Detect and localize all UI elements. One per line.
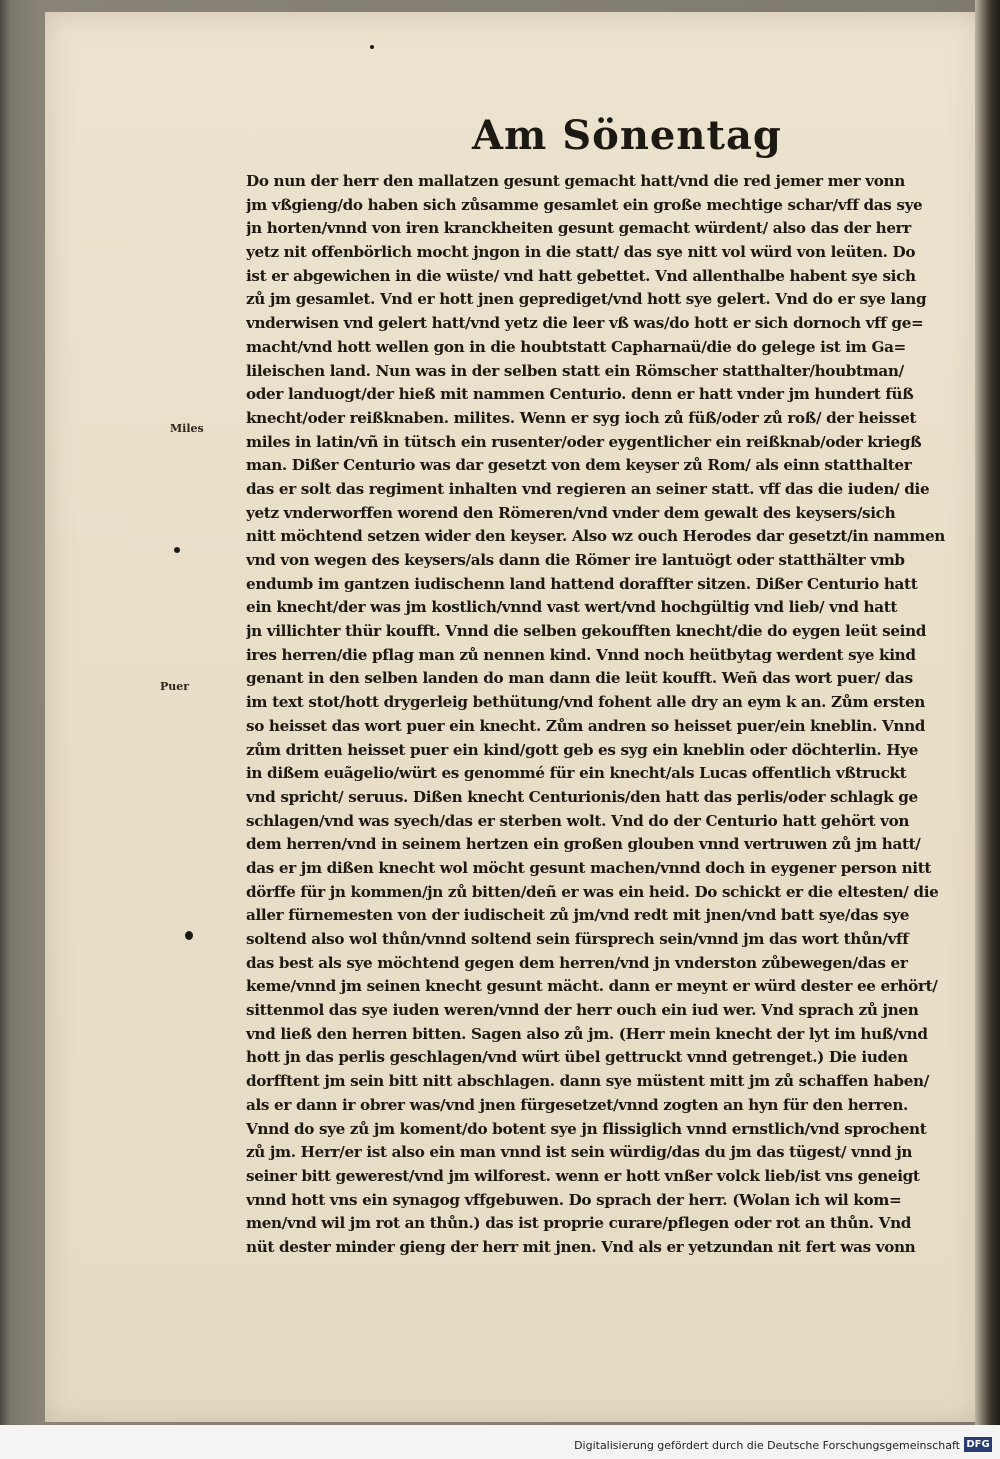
text-line: in dißem euãgelio/würt es genommé für ein knecht/als Lucas offentlich vßtruckt: [246, 764, 907, 783]
text-line: yetz nit offenbörlich mocht jngon in die statt/ das sye nitt vol würd von leüten. Do: [246, 243, 916, 262]
body-text: [246, 170, 952, 1260]
ink-mark: [370, 45, 374, 49]
text-line: vnnd hott vns ein synagog vffgebuwen. Do sprach der herr. (Wolan ich wil kom=: [246, 1190, 902, 1209]
text-line: endumb im gantzen iudischenn land hattend doraffter sitzen. Dißer Centurio hatt: [246, 574, 918, 593]
dfg-logo: DFG: [964, 1437, 992, 1452]
text-line: yetz vnderworffen worend den Römeren/vnd vnder dem gewalt des keysers/sich: [246, 503, 896, 522]
text-line: das er solt das regiment inhalten vnd regieren an seiner statt. vff das die iuden/ die: [246, 479, 930, 498]
text-line: knecht/oder reißknaben. milites. Wenn er syg ioch zů füß/oder zů roß/ der heisset: [246, 408, 917, 427]
footer-credit: Digitalisierung gefördert durch die Deutsche Forschungsgemeinschaft: [574, 1439, 960, 1452]
text-line: dem herren/vnd in seinem hertzen ein großen glouben vnnd vertruwen zů jm hatt/: [246, 835, 921, 854]
text-line: als er dann ir obrer was/vnd jnen fürgesetzet/vnnd zogten an hyn für den herren.: [246, 1095, 908, 1114]
text-line: oder landuogt/der hieß mit nammen Centurio. denn er hatt vnder jm hundert füß: [246, 385, 914, 404]
text-line: vnd ließ den herren bitten. Sagen also zů jm. (Herr mein knecht der lyt im huß/vnd: [246, 1024, 928, 1043]
text-line: vnderwisen vnd gelert hatt/vnd yetz die leer vß was/do hott er sich dornoch vff ge=: [246, 314, 924, 333]
text-line: jn horten/vnnd von iren kranckheiten gesunt gemacht würdent/ also das der herr: [246, 219, 911, 238]
text-line: im text stot/hott drygerleig bethütung/vnd fohent alle dry an eym k an. Zům ersten: [246, 693, 925, 712]
margin-note-miles: Miles: [170, 422, 204, 435]
text-line: man. Dißer Centurio was dar gesetzt von dem keyser zů Rom/ als einn statthalter: [246, 456, 912, 475]
text-line: seiner bitt gewerest/vnd jm wilforest. wenn er hott vnßer volck lieb/ist vns geneigt: [246, 1166, 920, 1185]
text-line: genant in den selben landen do man dann die leüt koufft. Weñ das wort puer/ das: [246, 669, 913, 688]
text-line: vnd von wegen des keysers/als dann die Römer ire lantuögt oder statthälter vmb: [246, 551, 905, 569]
ink-mark: [185, 931, 193, 940]
page-heading: Am Sönentag: [472, 112, 782, 159]
text-line: sittenmol das sye iuden weren/vnnd der herr ouch ein iud wer. Vnd sprach zů jnen: [246, 1001, 919, 1020]
text-line: schlagen/vnd was syech/das er sterben wolt. Vnd do der Centurio hatt gehört von: [246, 811, 910, 830]
text-line: ein knecht/der was jm kostlich/vnnd vast wert/vnd hochgültig vnd lieb/ vnd hatt: [246, 598, 898, 617]
text-line: soltend also wol thůn/vnnd soltend sein fürsprech sein/vnnd jm das wort thůn/vff: [246, 930, 909, 948]
text-line: keme/vnnd jm seinen knecht gesunt mächt. dann er meynt er würd dester ee erhört/: [246, 977, 938, 996]
ink-mark: [174, 547, 180, 553]
text-line: das er jm dißen knecht wol möcht gesunt machen/vnnd doch in eygener person nitt: [246, 858, 932, 877]
text-line: zů jm gesamlet. Vnd er hott jnen geprediget/vnd hott sye gelert. Vnd do er sye lang: [246, 290, 927, 309]
text-line: Do nun der herr den mallatzen gesunt gemacht hatt/vnd die red jemer mer vonn: [246, 172, 905, 190]
text-line: zům dritten heisset puer ein kind/gott geb es syg ein kneblin oder döchterlin. Hye: [246, 740, 919, 759]
text-line: jm vßgieng/do haben sich zůsamme gesamlet ein große mechtige schar/vff das sye: [246, 195, 923, 214]
text-line: aller fürnemesten von der iudischeit zů jm/vnd redt mit jnen/vnd batt sye/das sye: [246, 906, 910, 925]
text-line: macht/vnd hott wellen gon in die houbtstatt Capharnaü/die do gelege ist im Ga=: [246, 337, 906, 356]
text-line: Vnnd do sye zů jm koment/do botent sye jn flissiglich vnnd ernstlich/vnd sprochent: [246, 1119, 927, 1138]
book-spine: [975, 0, 1000, 1425]
text-line: lileischen land. Nun was in der selben statt ein Römscher statthalter/houbtman/: [246, 361, 904, 380]
text-line: men/vnd wil jm rot an thůn.) das ist proprie curare/pflegen oder rot an thůn. Vnd: [246, 1214, 912, 1233]
text-line: vnd spricht/ seruus. Dißen knecht Centurionis/den hatt das perlis/oder schlagk ge: [246, 787, 918, 806]
text-line: miles in latin/vñ in tütsch ein rusenter/oder eygentlicher ein reißknab/oder kriegß: [246, 432, 922, 451]
margin-note-puer: Puer: [160, 680, 190, 693]
text-line: hott jn das perlis geschlagen/vnd würt übel gettruckt vnnd getrenget.) Die iuden: [246, 1048, 908, 1067]
text-line: nitt möchtend setzen wider den keyser. Also wz ouch Herodes dar gesetzt/in nammen: [246, 527, 945, 546]
text-line: so heisset das wort puer ein knecht. Zům andren so heisset puer/ein kneblin. Vnnd: [246, 716, 926, 735]
text-line: nüt dester minder gieng der herr mit jnen. Vnd als er yetzundan nit fert was vonn: [246, 1237, 916, 1256]
text-line: zů jm. Herr/er ist also ein man vnnd ist sein würdig/das du jm das tügest/ vnnd jn: [246, 1143, 913, 1162]
text-line: jn villichter thür koufft. Vnnd die selben gekoufften knecht/die do eygen leüt seind: [246, 622, 927, 641]
text-line: das best als sye möchtend gegen dem herren/vnd jn vnderston zůbewegen/das er: [246, 953, 908, 972]
text-line: dörffe für jn kommen/jn zů bitten/deñ er was ein heid. Do schickt er die eltesten/ die: [246, 882, 939, 901]
text-line: dorfftent jm sein bitt nitt abschlagen. dann sye müstent mitt jm zů schaffen haben/: [246, 1072, 929, 1091]
text-line: ist er abgewichen in die wüste/ vnd hatt gebettet. Vnd allenthalbe habent sye sich: [246, 266, 916, 285]
text-line: ires herren/die pflag man zů nennen kind. Vnnd noch heütbytag werdent sye kind: [246, 645, 916, 664]
